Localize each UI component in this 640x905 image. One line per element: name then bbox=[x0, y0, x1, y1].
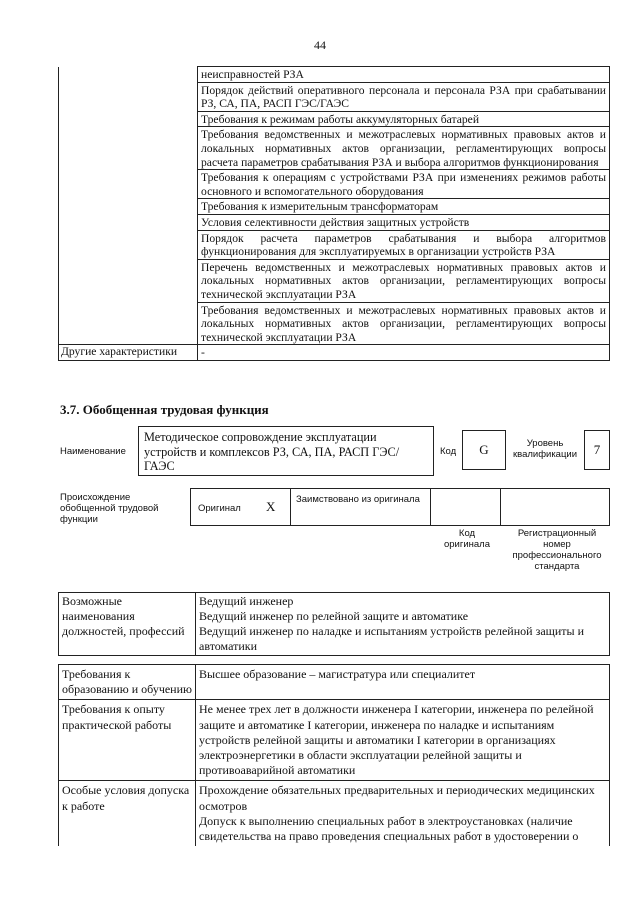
table-row bbox=[59, 199, 610, 215]
row-text: - bbox=[198, 345, 610, 361]
row-text: неисправностей РЗА bbox=[198, 67, 610, 83]
level-label: Уровень квалификации bbox=[512, 438, 578, 460]
table-row bbox=[59, 781, 610, 846]
function-name-box: Методическое сопровождение эксплуатации устройств и комплексов РЗ, СА, ПА, РАСП ГЭС/ГАЭС bbox=[138, 426, 434, 476]
table-row bbox=[59, 230, 610, 259]
row-text: Требования к операциям с устройствами РЗА при изменениях режимов работы основного и вспомогательного оборудования bbox=[198, 170, 610, 199]
row-label bbox=[59, 259, 198, 302]
origin-label: Происхождение обобщенной трудовой функции bbox=[60, 492, 159, 525]
row-label bbox=[59, 82, 198, 111]
section-title: 3.7. Обобщенная трудовая функция bbox=[60, 402, 269, 417]
table-row bbox=[59, 111, 610, 127]
divider bbox=[290, 488, 291, 526]
row-label bbox=[59, 111, 198, 127]
position-item: Ведущий инженер по релейной защите и автоматике bbox=[199, 609, 469, 623]
position-item: Ведущий инженер по наладке и испытаниям устройств релейной защиты и автоматики bbox=[199, 624, 585, 653]
original-mark: X bbox=[266, 499, 276, 514]
row-label bbox=[59, 67, 198, 83]
row-label bbox=[59, 302, 198, 345]
row-label bbox=[59, 170, 198, 199]
original-label: Оригинал bbox=[198, 503, 241, 514]
row-label: Другие характеристики bbox=[59, 345, 198, 361]
table-row bbox=[59, 665, 610, 700]
code-value-box: G bbox=[462, 430, 506, 470]
row-text: Требования ведомственных и межотраслевых нормативных правовых актов и локальных нормативных актов организации, регламентирующих вопросы расчета параметров срабатывания РЗА и выбора алгоритмов функционирования bbox=[198, 127, 610, 170]
name-label: Наименование bbox=[60, 446, 126, 457]
positions-values bbox=[196, 593, 610, 656]
table-row bbox=[59, 302, 610, 345]
borrowed-label: Заимствовано из оригинала bbox=[296, 494, 420, 505]
education-value bbox=[196, 665, 610, 700]
requirement-line: Высшее образование – магистратура или специалитет bbox=[199, 667, 476, 681]
row-label bbox=[59, 127, 198, 170]
page-number: 44 bbox=[314, 38, 326, 52]
admission-label: Особые условия допуска к работе bbox=[59, 781, 196, 846]
requirement-line: Не менее трех лет в должности инженера I категории, инженера по релейной защите и автоматике I категории, инженера по наладке и испытаниям устройств релейной защиты и автоматики I категории в организациях электроэнергетики в области эксплуатации релейной защиты и противоаварийной автоматики bbox=[199, 702, 594, 778]
row-text: Порядок расчета параметров срабатывания и выбора алгоритмов функционирования для эксплуатируемых в организации устройств РЗА bbox=[198, 230, 610, 259]
table-row bbox=[59, 82, 610, 111]
experience-value bbox=[196, 700, 610, 781]
competency-table bbox=[58, 66, 610, 361]
table-row bbox=[59, 170, 610, 199]
reg-number-label: Регистрационный номер профессионального стандарта bbox=[512, 528, 602, 572]
table-row bbox=[59, 345, 610, 361]
row-label bbox=[59, 199, 198, 215]
admission-value bbox=[196, 781, 610, 846]
code-original-label: Код оригинала bbox=[443, 528, 490, 550]
experience-label: Требования к опыту практической работы bbox=[59, 700, 196, 781]
table-row bbox=[59, 67, 610, 83]
table-row bbox=[59, 700, 610, 781]
requirement-line: Допуск к выполнению специальных работ в электроустановках (наличие свидетельства на право проведения специальных работ в удостоверении о bbox=[199, 813, 579, 844]
row-label bbox=[59, 214, 198, 230]
requirements-table bbox=[58, 664, 610, 846]
requirement-line: Прохождение обязательных предварительных и периодических медицинских осмотров bbox=[199, 783, 595, 813]
education-label: Требования к образованию и обучению bbox=[59, 665, 196, 700]
divider bbox=[430, 488, 431, 526]
table-row bbox=[59, 593, 610, 656]
row-text: Перечень ведомственных и межотраслевых нормативных правовых актов и локальных нормативных актов организации, регламентирующих вопросы технической эксплуатации РЗА bbox=[198, 259, 610, 302]
row-text: Требования ведомственных и межотраслевых нормативных правовых актов и локальных нормативных актов организации, регламентирующих вопросы технической эксплуатации РЗА bbox=[198, 302, 610, 345]
code-label: Код bbox=[440, 446, 457, 457]
table-row bbox=[59, 127, 610, 170]
level-value-box: 7 bbox=[584, 430, 610, 470]
table-row bbox=[59, 214, 610, 230]
row-text: Порядок действий оперативного персонала и персонала РЗА при срабатывании РЗ, СА, ПА, РАСП ГЭС/ГАЭС bbox=[198, 82, 610, 111]
positions-table bbox=[58, 592, 610, 656]
table-row bbox=[59, 259, 610, 302]
row-text: Требования к режимам работы аккумуляторных батарей bbox=[198, 111, 610, 127]
position-item: Ведущий инженер bbox=[199, 594, 294, 608]
row-text: Условия селективности действия защитных устройств bbox=[198, 214, 610, 230]
divider bbox=[500, 488, 501, 526]
row-label bbox=[59, 230, 198, 259]
positions-label: Возможные наименования должностей, профессий bbox=[59, 593, 196, 656]
row-text: Требования к измерительным трансформаторам bbox=[198, 199, 610, 215]
